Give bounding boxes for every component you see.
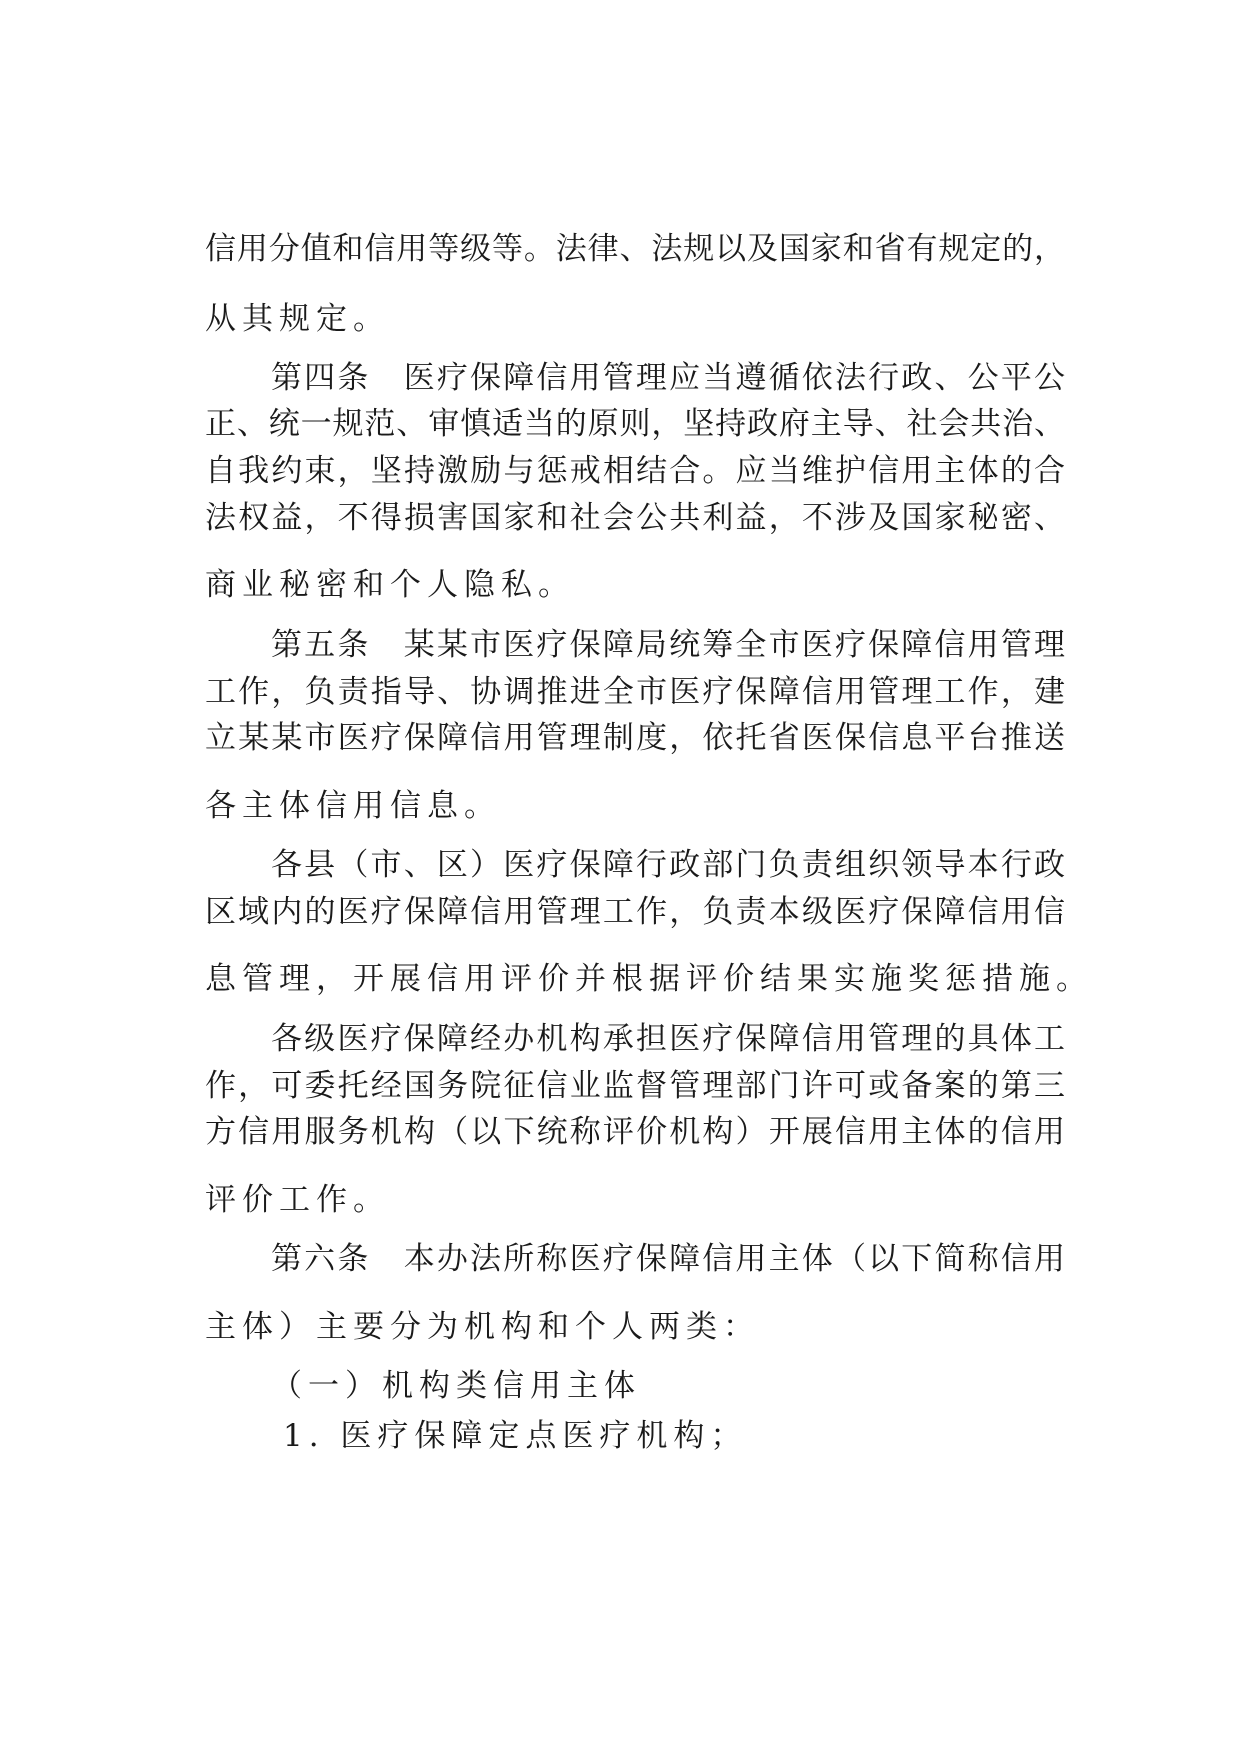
article-5-heading-line: 第五条 某某市医疗保障局统筹全市医疗保障信用管理 <box>271 627 1065 663</box>
list-item: 1. 医疗保障定点医疗机构； <box>283 1418 748 1454</box>
paragraph-line: 信用分值和信用等级等。法律、法规以及国家和省有规定的， <box>205 231 1065 267</box>
paragraph-line: 商业秘密和个人隐私。 <box>205 567 575 603</box>
article-4-heading-line: 第四条 医疗保障信用管理应当遵循依法行政、公平公 <box>271 360 1065 396</box>
paragraph-line: 各主体信用信息。 <box>205 788 501 824</box>
paragraph-line: 从其规定。 <box>205 301 390 337</box>
paragraph-line: 立某某市医疗保障信用管理制度，依托省医保信息平台推送 <box>205 720 1065 756</box>
paragraph-line: 正、统一规范、审慎适当的原则，坚持政府主导、社会共治、 <box>205 406 1065 442</box>
paragraph-line: 息管理，开展信用评价并根据评价结果实施奖惩措施。 <box>205 961 1093 997</box>
paragraph-line: 评价工作。 <box>205 1182 390 1218</box>
paragraph-line: 主体）主要分为机构和个人两类： <box>205 1309 760 1345</box>
article-6-heading-line: 第六条 本办法所称医疗保障信用主体（以下简称信用 <box>271 1241 1065 1277</box>
paragraph-line: 自我约束，坚持激励与惩戒相结合。应当维护信用主体的合 <box>205 453 1065 489</box>
list-heading: （一）机构类信用主体 <box>271 1368 641 1404</box>
paragraph-line: 作，可委托经国务院征信业监督管理部门许可或备案的第三 <box>205 1068 1065 1104</box>
paragraph-line: 区域内的医疗保障信用管理工作，负责本级医疗保障信用信 <box>205 894 1065 930</box>
paragraph-line: 方信用服务机构（以下统称评价机构）开展信用主体的信用 <box>205 1114 1065 1150</box>
paragraph-line: 各县（市、区）医疗保障行政部门负责组织领导本行政 <box>271 847 1065 883</box>
paragraph-line: 法权益，不得损害国家和社会公共利益，不涉及国家秘密、 <box>205 500 1065 536</box>
paragraph-line: 工作，负责指导、协调推进全市医疗保障信用管理工作，建 <box>205 674 1065 710</box>
paragraph-line: 各级医疗保障经办机构承担医疗保障信用管理的具体工 <box>271 1021 1065 1057</box>
